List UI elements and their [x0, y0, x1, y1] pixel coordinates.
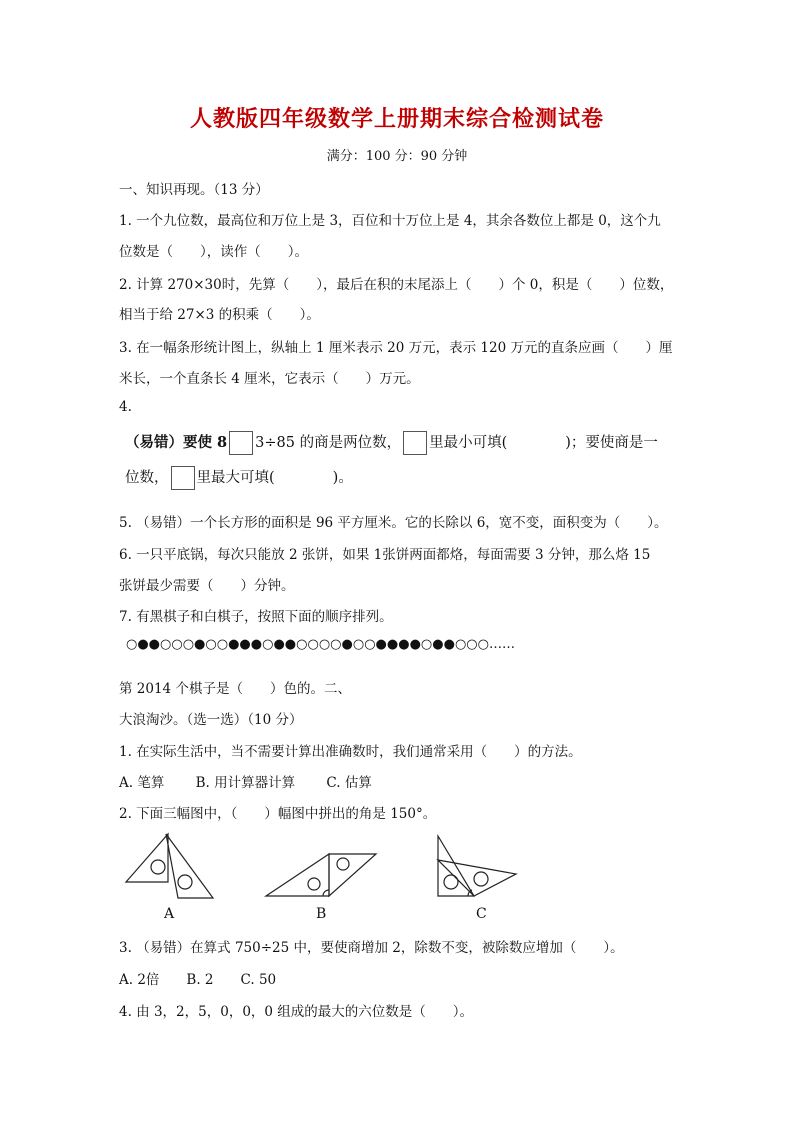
- set-square-figures: [118, 830, 538, 930]
- s2-q3-options: A. 2倍 B. 2 C. 50: [119, 972, 277, 988]
- q1-line1: 1. 一个九位数，最高位和万位上是 3，百位和十万位上是 4，其余各数位上都是 0，这个九: [119, 213, 661, 229]
- figure-b-triangle-1: [266, 854, 329, 896]
- figure-a-hole-1: [151, 860, 165, 874]
- q4-text-c: 里最小可填( )；要使商是一: [429, 435, 658, 451]
- bead-sequence: ○●●○○○●○○●●●○●●○○○○●○○●●●●○●●○○○……: [126, 637, 515, 652]
- figure-a-hole-2: [178, 875, 192, 889]
- page-title: 人教版四年级数学上册期末综合检测试卷: [189, 106, 604, 132]
- q4-text-a: （易错）要使 8: [125, 434, 228, 451]
- q6-line2: 张饼最少需要（ ）分钟。: [119, 578, 295, 594]
- section-1-heading: 一、知识再现。（13 分）: [119, 182, 269, 198]
- q4-line1: [125, 431, 658, 455]
- figure-a-label: A: [164, 906, 175, 922]
- figure-c-label: C: [476, 906, 487, 922]
- figure-a-triangle-1: [126, 834, 168, 882]
- q4-text-b: 3÷85 的商是两位数，: [255, 435, 402, 451]
- section-2-heading: 大浪淘沙。（选一选）（10 分）: [119, 712, 303, 728]
- figure-c-hole-1: [444, 875, 458, 889]
- figure-b-triangle-2: [329, 854, 376, 896]
- figure-b: [266, 854, 376, 896]
- s2-q1-options: A. 笔算 B. 用计算器计算 C. 估算: [119, 775, 372, 791]
- score-time-info: 满分：100 分：90 分钟: [326, 149, 468, 164]
- q5: 5. （易错）一个长方形的面积是 96 平方厘米。它的长除以 6，宽不变，面积变为（ ）。: [119, 515, 668, 531]
- q6-line1: 6. 一只平底锅，每次只能放 2 张饼，如果 1张饼两面都烙，每面需要 3 分钟，那么烙 15: [119, 547, 651, 563]
- s2-q2: 2. 下面三幅图中，（ ）幅图中拼出的角是 150°。: [119, 806, 437, 822]
- figure-b-angle-mark: [323, 890, 329, 896]
- q3-line2: 米长，一个直条长 4 厘米，它表示（ ）万元。: [119, 371, 420, 387]
- q7: 7. 有黑棋子和白棋子，按照下面的顺序排列。: [119, 609, 393, 625]
- s2-q4: 4. 由 3，2，5，0，0，0 组成的最大的六位数是（ ）。: [119, 1004, 474, 1020]
- s2-q3: 3. （易错）在算式 750÷25 中，要使商增加 2，除数不变，被除数应增加（ ）。: [119, 940, 624, 956]
- s2-q1: 1. 在实际生活中，当不需要计算出准确数时，我们通常采用（ ）的方法。: [119, 744, 582, 760]
- figure-b-label: B: [316, 906, 327, 922]
- digit-box-1[interactable]: [229, 431, 253, 455]
- q4-text-e: 里最大可填( )。: [196, 470, 353, 486]
- q1-line2: 位数是（ ），读作（ ）。: [119, 244, 308, 260]
- q7-tail: 第 2014 个棋子是（ ）色的。二、: [119, 681, 351, 697]
- figure-b-hole-2: [337, 858, 349, 870]
- figure-c: [438, 836, 516, 896]
- q4-text-d: 位数，: [125, 470, 169, 486]
- q3-line1: 3. 在一幅条形统计图上，纵轴上 1 厘米表示 20 万元，表示 120 万元的直条应画（ ）厘: [119, 340, 673, 356]
- figure-c-triangle-2: [438, 860, 516, 896]
- digit-box-3[interactable]: [171, 466, 195, 490]
- q2-line2: 相当于给 27×3 的积乘（ ）。: [119, 307, 320, 323]
- q4-number: 4.: [119, 399, 132, 415]
- figure-a: [126, 834, 213, 898]
- figure-b-hole-1: [308, 878, 320, 890]
- digit-box-2[interactable]: [403, 431, 427, 455]
- q4-line2: [125, 466, 353, 490]
- figure-c-hole-2: [474, 872, 488, 886]
- figure-a-triangle-2: [166, 834, 213, 898]
- q2-line1: 2. 计算 270×30时，先算（ ），最后在积的末尾添上（ ）个 0，积是（ ）位数，: [119, 277, 674, 293]
